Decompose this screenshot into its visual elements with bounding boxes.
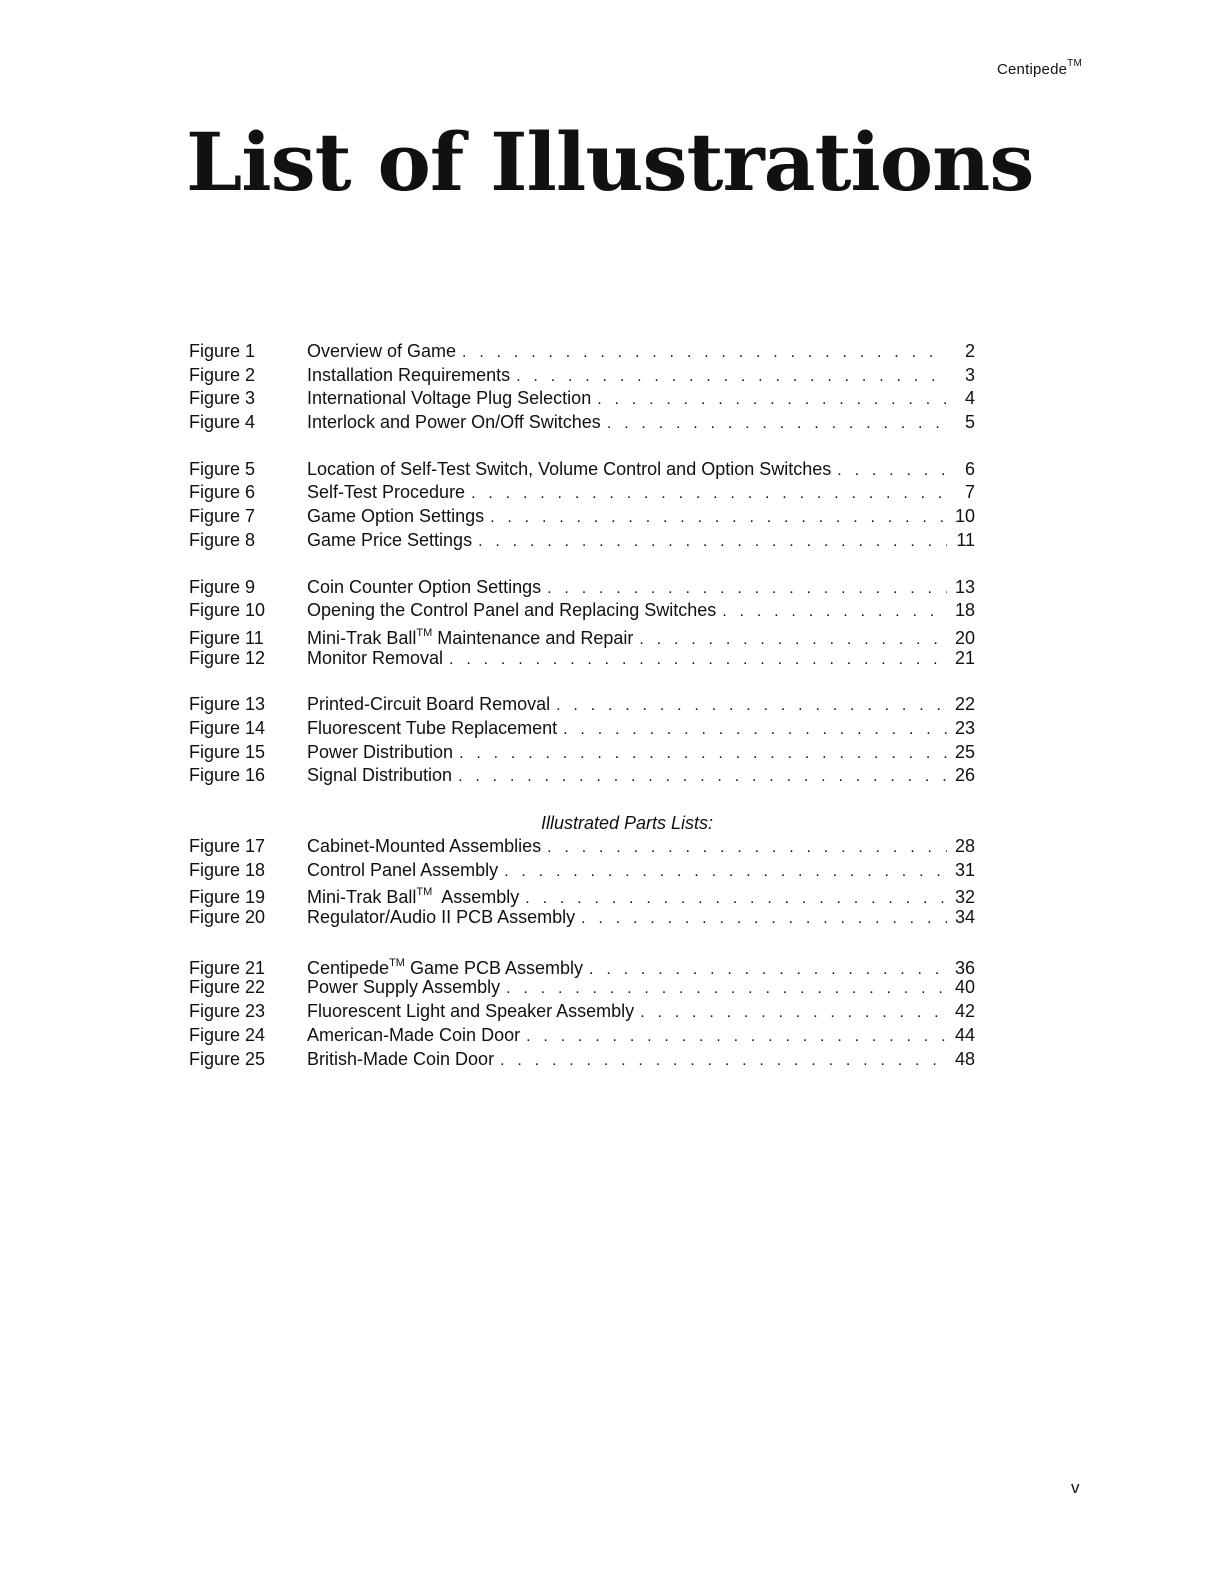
figure-number: Figure 8 bbox=[189, 529, 256, 550]
page-reference: 21 bbox=[954, 647, 975, 668]
figure-title-text: Regulator/Audio II PCB Assembly bbox=[307, 907, 576, 928]
figure-title-text: Game Option Settings bbox=[307, 506, 485, 527]
page-reference: 32 bbox=[954, 887, 975, 908]
page-reference: 10 bbox=[954, 506, 975, 527]
figure-number: Figure 13 bbox=[189, 694, 266, 715]
page-reference: 28 bbox=[954, 836, 975, 856]
figure-title bbox=[307, 364, 510, 388]
figure-title-text: Cabinet-Mounted Assemblies bbox=[307, 836, 542, 856]
toc-group bbox=[189, 953, 975, 1071]
page-reference: 5 bbox=[964, 412, 975, 433]
toc-entry bbox=[189, 1024, 975, 1048]
figure-title-text: British-Made Coin Door bbox=[307, 1048, 495, 1069]
figure-title-text: Printed-Circuit Board Removal bbox=[307, 694, 551, 715]
figure-title bbox=[307, 693, 550, 717]
figure-title-text-continued: Assembly bbox=[432, 887, 520, 908]
dot-leader bbox=[550, 694, 947, 718]
dot-leader bbox=[498, 860, 947, 884]
figure-title-text: Coin Counter Option Settings bbox=[307, 576, 542, 597]
toc-entry bbox=[189, 411, 975, 435]
running-header bbox=[997, 60, 1082, 78]
figure-number: Figure 3 bbox=[189, 388, 256, 409]
dot-leader bbox=[494, 1049, 947, 1073]
toc-entry bbox=[189, 1048, 975, 1072]
dot-leader bbox=[443, 648, 947, 672]
figure-number: Figure 6 bbox=[189, 482, 256, 503]
toc-entry bbox=[189, 364, 975, 388]
figure-title bbox=[307, 976, 500, 1000]
toc-entry bbox=[189, 764, 975, 788]
figure-number: Figure 22 bbox=[189, 977, 266, 998]
figure-title bbox=[307, 505, 484, 529]
dot-leader bbox=[541, 577, 947, 601]
figure-title-text: Mini-Trak Ball bbox=[307, 887, 417, 908]
dot-leader bbox=[500, 977, 947, 1001]
toc-group bbox=[189, 340, 975, 435]
figure-number: Figure 21 bbox=[189, 957, 266, 978]
toc-entry bbox=[189, 576, 975, 600]
figure-number: Figure 15 bbox=[189, 741, 266, 762]
figure-number: Figure 4 bbox=[189, 412, 256, 433]
figure-title bbox=[307, 835, 541, 859]
figure-title-text: American-Made Coin Door bbox=[307, 1024, 521, 1045]
figure-title bbox=[307, 340, 456, 364]
page-reference: 18 bbox=[954, 600, 975, 621]
toc-group bbox=[189, 693, 975, 788]
figure-title-text: Self-Test Procedure bbox=[307, 482, 466, 503]
figure-title bbox=[307, 717, 557, 741]
trademark-mark: TM bbox=[389, 956, 405, 969]
figure-title bbox=[307, 1000, 634, 1024]
dot-leader bbox=[591, 388, 947, 412]
page-reference: 25 bbox=[954, 741, 975, 762]
toc-entry bbox=[189, 976, 975, 1000]
figure-number: Figure 20 bbox=[189, 907, 266, 928]
page-reference: 26 bbox=[954, 765, 975, 786]
figure-title bbox=[307, 529, 472, 553]
page-number: v bbox=[1071, 1478, 1080, 1497]
dot-leader bbox=[472, 530, 947, 554]
dot-leader bbox=[634, 1001, 947, 1025]
figure-title-text: Interlock and Power On/Off Switches bbox=[307, 412, 601, 433]
figure-number: Figure 9 bbox=[189, 576, 256, 597]
page-reference: 42 bbox=[954, 1001, 975, 1022]
figure-title bbox=[307, 458, 831, 482]
toc-entry bbox=[189, 859, 975, 883]
figure-number: Figure 12 bbox=[189, 647, 266, 668]
figure-title bbox=[307, 859, 498, 883]
figure-title-text: Location of Self-Test Switch, Volume Control and Option Switches bbox=[307, 458, 832, 479]
page-reference: 4 bbox=[964, 388, 975, 409]
figure-title bbox=[307, 387, 591, 411]
figure-number: Figure 24 bbox=[189, 1024, 266, 1045]
dot-leader bbox=[716, 600, 947, 624]
page-reference: 22 bbox=[954, 694, 975, 715]
dot-leader bbox=[452, 765, 947, 789]
figure-number: Figure 10 bbox=[189, 600, 266, 621]
figure-title bbox=[307, 481, 465, 505]
figure-title bbox=[307, 906, 575, 930]
toc-entry bbox=[189, 599, 975, 623]
toc-group bbox=[189, 576, 975, 671]
trademark-mark: TM bbox=[416, 886, 433, 899]
page-reference: 40 bbox=[954, 977, 975, 998]
figure-title-text: Opening the Control Panel and Replacing Switches bbox=[307, 600, 717, 621]
toc-entry bbox=[189, 481, 975, 505]
figure-number: Figure 11 bbox=[189, 627, 264, 648]
figure-title-text: Game Price Settings bbox=[307, 529, 473, 550]
figure-title-text: International Voltage Plug Selection bbox=[307, 388, 592, 409]
dot-leader bbox=[601, 412, 947, 436]
dot-leader bbox=[831, 459, 947, 483]
figure-title bbox=[307, 1024, 520, 1048]
figure-title-text: Power Supply Assembly bbox=[307, 977, 501, 998]
toc-entry bbox=[189, 623, 975, 647]
running-header-title: Centipede bbox=[996, 61, 1068, 78]
figure-title-text-continued: Maintenance and Repair bbox=[432, 627, 634, 648]
toc-group bbox=[189, 811, 975, 930]
figure-title bbox=[307, 411, 601, 435]
figure-number: Figure 7 bbox=[189, 506, 256, 527]
figure-title bbox=[307, 599, 716, 623]
toc-entry bbox=[189, 717, 975, 741]
figure-title bbox=[307, 1048, 494, 1072]
figure-title-text: Installation Requirements bbox=[307, 364, 511, 385]
toc-entry bbox=[189, 1000, 975, 1024]
page-reference: 31 bbox=[954, 859, 975, 880]
illustrations-list bbox=[189, 340, 975, 1094]
figure-title bbox=[307, 647, 443, 671]
toc-group bbox=[189, 458, 975, 553]
section-subheading: Illustrated Parts Lists: bbox=[540, 813, 714, 833]
figure-number: Figure 16 bbox=[189, 765, 266, 786]
toc-entry bbox=[189, 906, 975, 930]
dot-leader bbox=[541, 836, 947, 860]
figure-number: Figure 2 bbox=[189, 364, 256, 385]
toc-entry bbox=[189, 693, 975, 717]
toc-entry bbox=[189, 741, 975, 765]
figure-title-text: Fluorescent Light and Speaker Assembly bbox=[307, 1001, 635, 1022]
figure-number: Figure 5 bbox=[189, 458, 256, 479]
trademark-mark: TM bbox=[416, 626, 433, 639]
figure-number: Figure 18 bbox=[189, 859, 266, 880]
dot-leader bbox=[465, 482, 947, 506]
dot-leader bbox=[484, 506, 947, 530]
figure-title-text: Fluorescent Tube Replacement bbox=[307, 717, 558, 738]
page-reference: 44 bbox=[954, 1024, 975, 1045]
page-reference: 34 bbox=[954, 907, 975, 928]
figure-number: Figure 19 bbox=[189, 887, 266, 908]
figure-title-text: Power Distribution bbox=[307, 741, 454, 762]
page-reference: 7 bbox=[964, 482, 975, 503]
page-reference: 3 bbox=[964, 364, 975, 385]
figure-number: Figure 25 bbox=[189, 1048, 266, 1069]
figure-title-text-continued: Game PCB Assembly bbox=[404, 957, 584, 978]
page-reference: 11 bbox=[956, 529, 975, 550]
toc-entry bbox=[189, 458, 975, 482]
dot-leader bbox=[510, 365, 947, 389]
dot-leader bbox=[575, 907, 947, 931]
figure-number: Figure 23 bbox=[189, 1001, 266, 1022]
page-reference: 36 bbox=[954, 957, 975, 978]
toc-entry bbox=[189, 835, 975, 859]
figure-title bbox=[307, 576, 541, 600]
toc-entry bbox=[189, 529, 975, 553]
trademark-mark: TM bbox=[1067, 58, 1082, 69]
toc-entry bbox=[189, 953, 975, 977]
figure-number: Figure 14 bbox=[189, 717, 266, 738]
figure-title-text: Control Panel Assembly bbox=[307, 859, 499, 880]
figure-title bbox=[307, 741, 453, 765]
figure-title-text: Centipede bbox=[307, 957, 390, 978]
toc-entry bbox=[189, 505, 975, 529]
dot-leader bbox=[520, 1025, 947, 1049]
figure-title-text: Overview of Game bbox=[307, 341, 457, 361]
toc-entry bbox=[189, 647, 975, 671]
dot-leader bbox=[456, 341, 947, 365]
page-reference: 20 bbox=[954, 627, 975, 648]
figure-title-text: Mini-Trak Ball bbox=[307, 627, 417, 648]
page-reference: 6 bbox=[964, 458, 975, 479]
page-reference: 13 bbox=[954, 576, 975, 597]
page-reference: 48 bbox=[954, 1048, 975, 1069]
page-reference: 23 bbox=[954, 717, 975, 738]
figure-number: Figure 17 bbox=[189, 836, 266, 856]
dot-leader bbox=[453, 742, 947, 766]
toc-entry bbox=[189, 340, 975, 364]
page-reference: 2 bbox=[964, 341, 975, 361]
dot-leader bbox=[557, 718, 947, 742]
page-title: List of Illustrations bbox=[186, 115, 1034, 209]
figure-title bbox=[307, 764, 452, 788]
figure-title-text: Monitor Removal bbox=[307, 647, 444, 668]
toc-entry bbox=[189, 387, 975, 411]
figure-title-text: Signal Distribution bbox=[307, 765, 453, 786]
figure-number: Figure 1 bbox=[189, 341, 256, 361]
toc-entry bbox=[189, 882, 975, 906]
